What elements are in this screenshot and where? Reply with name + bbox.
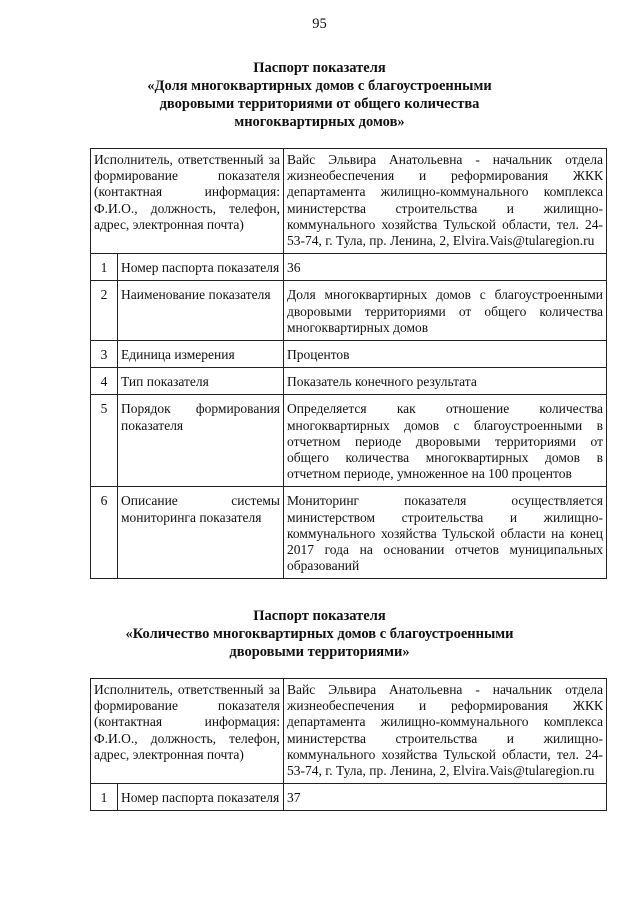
executor-label: Исполнитель, ответственный за формирование показателя (контактная информация: Ф.И.О., должность, телефон, адрес, электронная почта) — [91, 149, 284, 254]
executor-value: Вайс Эльвира Анатольевна - начальник отдела жизнеобеспечения и реформирования ЖКК департамента жилищно-коммунального комплекса министерства строительства и жилищно-коммунального хозяйства Тульской области, тел. 24-53-74, г. Тула, пр. Ленина, 2, Elvira.Vais@tularegion.ru — [284, 679, 607, 784]
table-row — [91, 341, 607, 368]
row-number: 2 — [91, 281, 118, 341]
table-row — [91, 784, 607, 811]
row-number: 6 — [91, 487, 118, 579]
page-number: 95 — [312, 16, 327, 32]
passport-table-1 — [90, 148, 607, 579]
passport-title-1 — [0, 59, 639, 131]
passport-title-line: «Доля многоквартирных домов с благоустроенными — [147, 78, 492, 94]
row-name: Номер паспорта показателя — [118, 784, 284, 811]
passport-title-line: дворовыми территориями» — [229, 644, 410, 660]
row-name: Наименование показателя — [118, 281, 284, 341]
row-number: 3 — [91, 341, 118, 368]
row-value: 37 — [284, 784, 607, 811]
row-name: Описание системы мониторинга показателя — [118, 487, 284, 579]
passport-table-2 — [90, 678, 607, 811]
row-value: Доля многоквартирных домов с благоустроенными дворовыми территориями от общего количества многоквартирных домов — [284, 281, 607, 341]
executor-row — [91, 679, 607, 784]
row-name: Единица измерения — [118, 341, 284, 368]
row-value: Мониторинг показателя осуществляется министерством строительства и жилищно-коммунального хозяйства Тульской области на конец 2017 года на основании отчетов муниципальных образований — [284, 487, 607, 579]
passport-title-line: «Количество многоквартирных домов с благоустроенными — [125, 626, 514, 642]
row-value: Процентов — [284, 341, 607, 368]
table-row — [91, 395, 607, 487]
row-value: Определяется как отношение количества многоквартирных домов с благоустроенными в отчетном периоде дворовыми территориями от общего количества многоквартирных домов в отчетном периоде, умноженное на 100 процентов — [284, 395, 607, 487]
table-row — [91, 368, 607, 395]
row-number: 1 — [91, 784, 118, 811]
table-row — [91, 487, 607, 579]
executor-value: Вайс Эльвира Анатольевна - начальник отдела жизнеобеспечения и реформирования ЖКК департамента жилищно-коммунального комплекса министерства строительства и жилищно-коммунального хозяйства Тульской области, тел. 24-53-74, г. Тула, пр. Ленина, 2, Elvira.Vais@tularegion.ru — [284, 149, 607, 254]
row-name: Тип показателя — [118, 368, 284, 395]
passport-title-line: Паспорт показателя — [253, 60, 386, 76]
row-value: Показатель конечного результата — [284, 368, 607, 395]
row-number: 4 — [91, 368, 118, 395]
row-name: Порядок формирования показателя — [118, 395, 284, 487]
executor-row — [91, 149, 607, 254]
row-name: Номер паспорта показателя — [118, 254, 284, 281]
row-number: 5 — [91, 395, 118, 487]
passport-title-line: дворовыми территориями от общего количества — [159, 96, 480, 112]
passport-title-line: Паспорт показателя — [253, 608, 386, 624]
passport-title-2 — [0, 607, 639, 661]
passport-title-line: многоквартирных домов» — [234, 114, 405, 130]
row-number: 1 — [91, 254, 118, 281]
table-row — [91, 281, 607, 341]
executor-label: Исполнитель, ответственный за формирование показателя (контактная информация: Ф.И.О., должность, телефон, адрес, электронная почта) — [91, 679, 284, 784]
table-row — [91, 254, 607, 281]
row-value: 36 — [284, 254, 607, 281]
